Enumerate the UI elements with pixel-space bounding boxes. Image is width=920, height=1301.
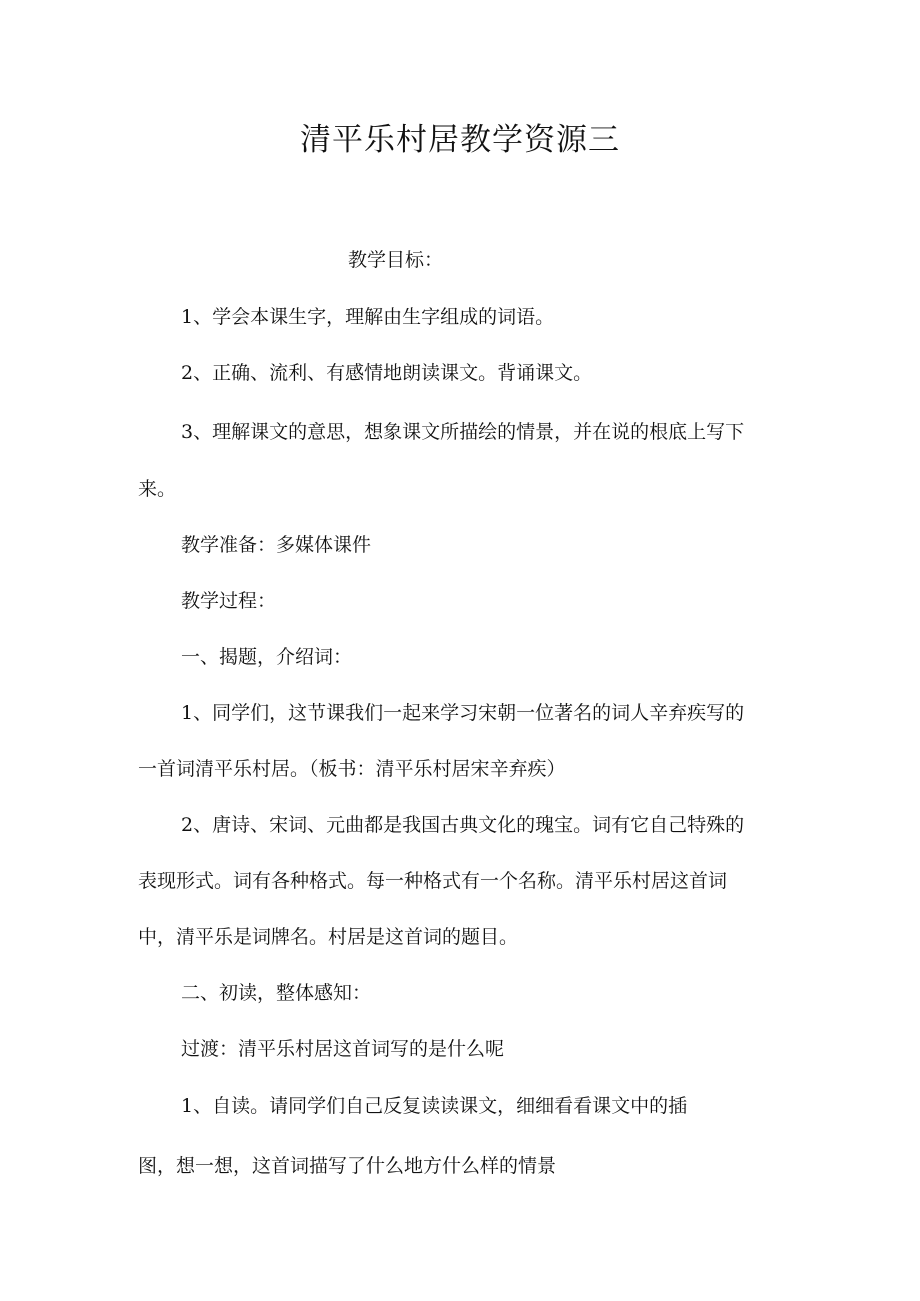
- teaching-preparation: 教学准备：多媒体课件: [181, 534, 372, 556]
- objective-3: 3、理解课文的意思，想象课文所描绘的情景，并在说的根底上写下: [181, 421, 745, 443]
- step-1-heading: 一、揭题，介绍词：: [181, 646, 353, 668]
- step-2-item-1: 1、自读。请同学们自己反复读读课文，细细看看课文中的插: [181, 1095, 688, 1117]
- section-heading-process: 教学过程：: [181, 590, 277, 612]
- step-2-item-1-continued: 图，想一想，这首词描写了什么地方什么样的情景: [138, 1155, 557, 1177]
- step-1-item-2-continued-1: 表现形式。词有各种格式。每一种格式有一个名称。清平乐村居这首词: [138, 870, 728, 892]
- step-1-item-2: 2、唐诗、宋词、元曲都是我国古典文化的瑰宝。词有它自己特殊的: [181, 814, 745, 836]
- objective-2: 2、正确、流利、有感情地朗读课文。背诵课文。: [181, 362, 593, 384]
- step-1-item-1-continued: 一首词清平乐村居。（板书：清平乐村居宋辛弃疾）: [138, 758, 566, 780]
- section-heading-objectives: 教学目标：: [348, 249, 444, 271]
- objective-1: 1、学会本课生字，理解由生字组成的词语。: [181, 306, 555, 328]
- document-title: 清平乐村居教学资源三: [300, 122, 620, 158]
- step-1-item-2-continued-2: 中，清平乐是词牌名。村居是这首词的题目。: [138, 926, 519, 948]
- step-1-item-1: 1、同学们，这节课我们一起来学习宋朝一位著名的词人辛弃疾写的: [181, 702, 745, 724]
- step-2-heading: 二、初读，整体感知：: [181, 982, 372, 1004]
- objective-3-continued: 来。: [138, 478, 177, 500]
- transition-text: 过渡：清平乐村居这首词写的是什么呢: [181, 1038, 505, 1060]
